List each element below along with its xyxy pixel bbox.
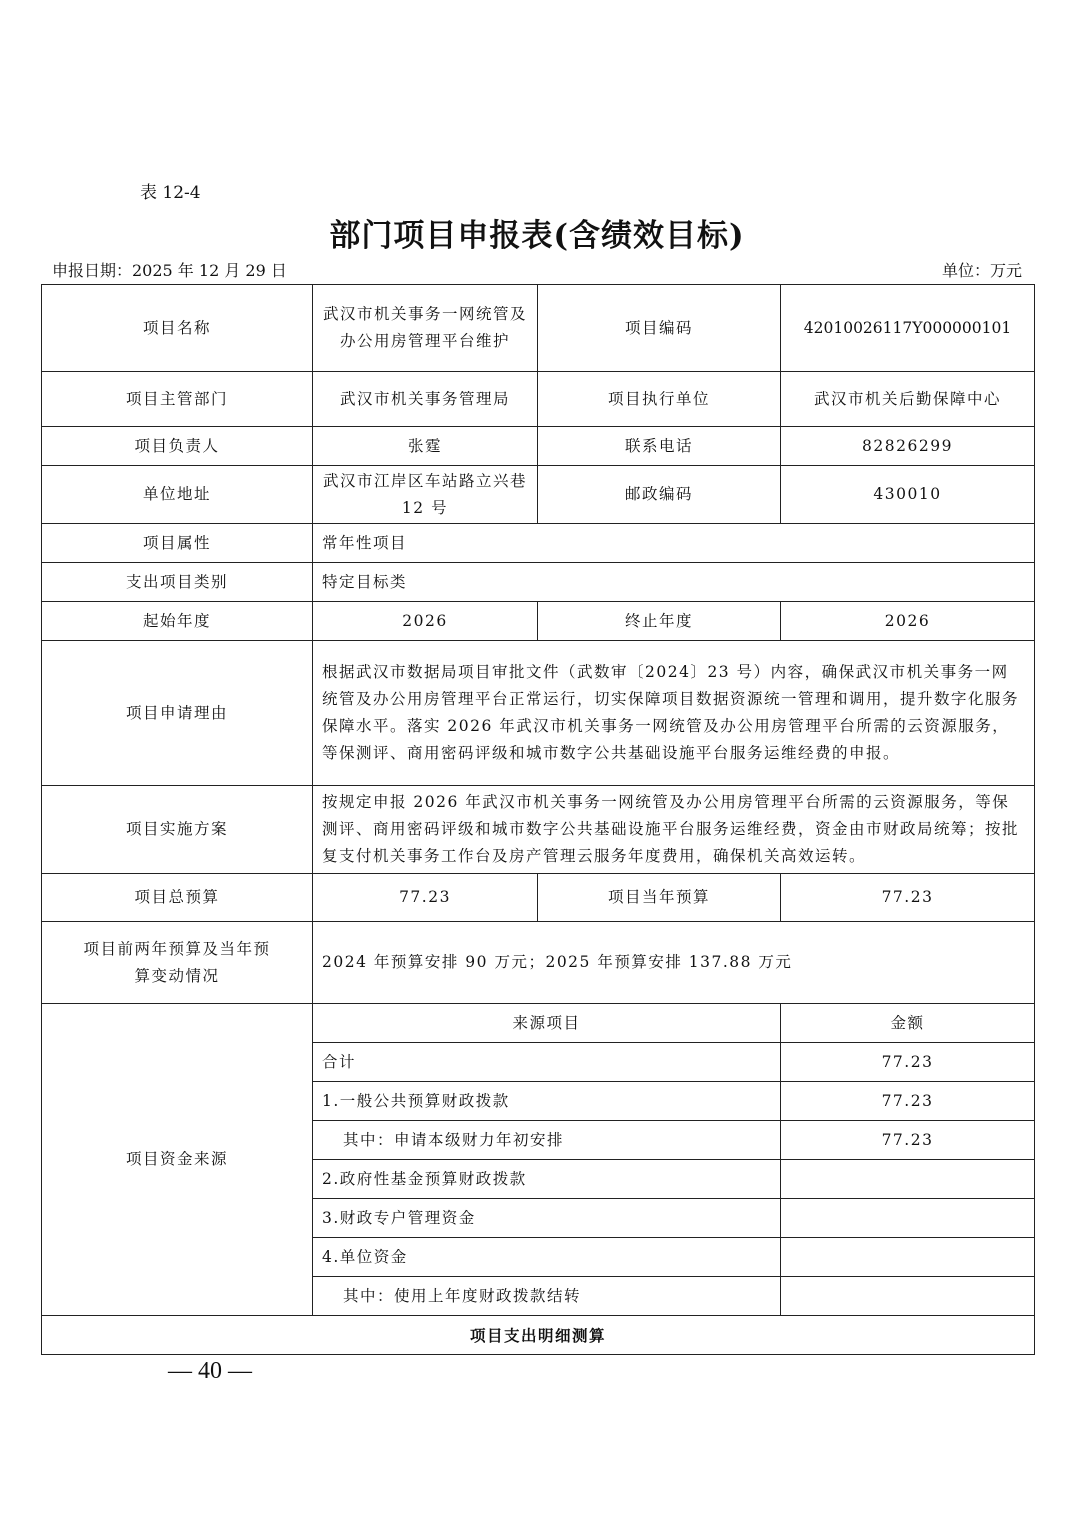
start-label: 起始年度 — [42, 602, 313, 641]
funding-amount — [781, 1277, 1035, 1316]
table-row — [42, 524, 1035, 563]
type-value: 特定目标类 — [313, 563, 1035, 602]
table-row — [42, 563, 1035, 602]
prev-value: 2024 年预算安排 90 万元；2025 年预算安排 137.88 万元 — [313, 922, 1035, 1004]
unit-label: 单位：万元 — [941, 261, 1022, 280]
table-row — [42, 602, 1035, 641]
funding-source: 3.财政专户管理资金 — [313, 1199, 781, 1238]
addr-label: 单位地址 — [42, 466, 313, 524]
funding-source: 1.一般公共预算财政拨款 — [313, 1082, 781, 1121]
addr-value: 武汉市江岸区车站路立兴巷 12 号 — [313, 466, 538, 524]
funding-source: 其中：申请本级财力年初安排 — [313, 1121, 781, 1160]
table-row — [42, 466, 1035, 524]
funding-col-amount: 金额 — [781, 1004, 1035, 1043]
table-row — [42, 874, 1035, 922]
attr-value: 常年性项目 — [313, 524, 1035, 563]
funding-col-source: 来源项目 — [313, 1004, 781, 1043]
table-row — [42, 427, 1035, 466]
funding-amount — [781, 1160, 1035, 1199]
plan-value: 按规定申报 2026 年武汉市机关事务一网统管及办公用房管理平台所需的云资源服务，等保测评、商用密码评级和城市数字公共基础设施平台服务运维经费，资金由市财政局统筹；按批复支付机关事务工作台及房产管理云服务年度费用，确保机关高效运转。 — [313, 786, 1035, 874]
table-number: 表 12-4 — [140, 183, 201, 203]
table-row — [42, 786, 1035, 874]
attr-label: 项目属性 — [42, 524, 313, 563]
phone-label: 联系电话 — [538, 427, 781, 466]
start-value: 2026 — [313, 602, 538, 641]
owner-label: 项目负责人 — [42, 427, 313, 466]
name-label: 项目名称 — [42, 285, 313, 372]
funding-source: 4.单位资金 — [313, 1238, 781, 1277]
exec-value: 武汉市机关后勤保障中心 — [781, 372, 1035, 427]
prev-label — [42, 922, 313, 1004]
year-value: 77.23 — [781, 874, 1035, 922]
funding-source: 其中：使用上年度财政拨款结转 — [313, 1277, 781, 1316]
year-label: 项目当年预算 — [538, 874, 781, 922]
name-value: 武汉市机关事务一网统管及办公用房管理平台维护 — [313, 285, 538, 372]
end-label: 终止年度 — [538, 602, 781, 641]
owner-value: 张霆 — [313, 427, 538, 466]
project-table — [41, 284, 1035, 1355]
funding-header-row — [42, 1004, 1035, 1043]
zip-value: 430010 — [781, 466, 1035, 524]
phone-value: 82826299 — [781, 427, 1035, 466]
total-label: 项目总预算 — [42, 874, 313, 922]
table-row — [42, 372, 1035, 427]
table-row — [42, 922, 1035, 1004]
plan-label: 项目实施方案 — [42, 786, 313, 874]
funding-amount — [781, 1238, 1035, 1277]
table-row — [42, 641, 1035, 786]
zip-label: 邮政编码 — [538, 466, 781, 524]
code-label: 项目编码 — [538, 285, 781, 372]
type-label: 支出项目类别 — [42, 563, 313, 602]
page-title: 部门项目申报表(含绩效目标) — [329, 218, 745, 254]
funding-amount: 77.23 — [781, 1082, 1035, 1121]
funding-label: 项目资金来源 — [42, 1004, 313, 1316]
dept-value: 武汉市机关事务管理局 — [313, 372, 538, 427]
funding-amount — [781, 1199, 1035, 1238]
total-value: 77.23 — [313, 874, 538, 922]
table-row — [42, 285, 1035, 372]
prev-label-text: 项目前两年预算及当年预算变动情况 — [83, 939, 271, 985]
detail-heading-row — [42, 1316, 1035, 1355]
code-value: 42010026117Y000000101 — [781, 285, 1035, 372]
page-number: — 40 — — [168, 1358, 252, 1384]
reason-label: 项目申请理由 — [42, 641, 313, 786]
detail-heading: 项目支出明细测算 — [42, 1316, 1035, 1355]
funding-source: 2.政府性基金预算财政拨款 — [313, 1160, 781, 1199]
end-value: 2026 — [781, 602, 1035, 641]
funding-source: 合计 — [313, 1043, 781, 1082]
dept-label: 项目主管部门 — [42, 372, 313, 427]
reason-value: 根据武汉市数据局项目审批文件（武数审〔2024〕23 号）内容，确保武汉市机关事务一网统管及办公用房管理平台正常运行，切实保障项目数据资源统一管理和调用，提升数字化服务保障水平。落实 2026 年武汉市机关事务一网统管及办公用房管理平台所需的云资源服务，等保测评、商用密码评级和城市数字公共基础设施平台服务运维经费的申报。 — [313, 641, 1035, 786]
report-date: 申报日期：2025 年 12 月 29 日 — [52, 261, 287, 280]
exec-label: 项目执行单位 — [538, 372, 781, 427]
funding-amount: 77.23 — [781, 1043, 1035, 1082]
funding-amount: 77.23 — [781, 1121, 1035, 1160]
